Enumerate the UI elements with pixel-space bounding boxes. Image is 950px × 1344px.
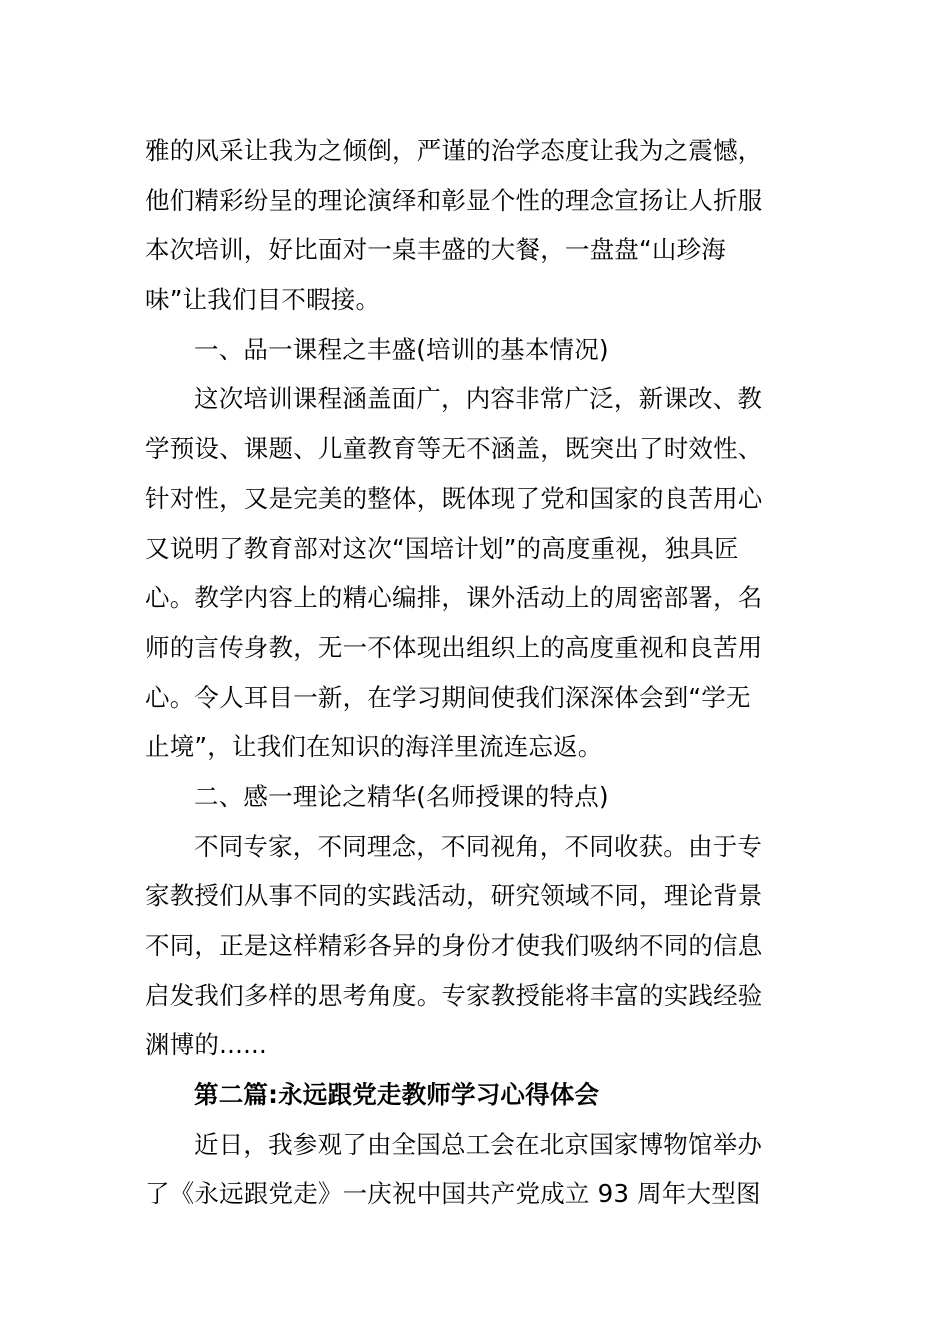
- paragraph-line: 这次培训课程涵盖面广，内容非常广泛，新课改、教: [194, 384, 763, 414]
- paragraph-line: 一、品一课程之丰盛(培训的基本情况): [194, 334, 609, 364]
- paragraph-line: 味”让我们目不暇接。: [145, 285, 381, 315]
- paragraph-line: 了《永远跟党走》一庆祝中国共产党成立 93 周年大型图: [145, 1179, 761, 1209]
- paragraph-line: 不同，正是这样精彩各异的身份才使我们吸纳不同的信息: [145, 931, 763, 960]
- paragraph-line: 心。教学内容上的精心编排，课外活动上的周密部署，名: [145, 583, 763, 613]
- paragraph-line: 又说明了教育部对这次“国培计划”的高度重视，独具匠: [145, 533, 739, 563]
- paragraph-line: 二、感一理论之精华(名师授课的特点): [194, 781, 609, 811]
- paragraph-line: 家教授们从事不同的实践活动，研究领域不同，理论背景: [145, 881, 763, 911]
- paragraph-line: 雅的风采让我为之倾倒，严谨的治学态度让我为之震憾，: [145, 136, 763, 165]
- paragraph-line: 针对性，又是完美的整体，既体现了党和国家的良苦用心: [145, 483, 763, 513]
- paragraph-line: 不同专家，不同理念，不同视角，不同收获。由于专: [194, 831, 763, 861]
- paragraph-line: 止境”，让我们在知识的海洋里流连忘返。: [145, 732, 603, 762]
- paragraph-line: 近日，我参观了由全国总工会在北京国家博物馆举办: [194, 1129, 763, 1159]
- document-body: [145, 126, 785, 1219]
- paragraph-line: 学预设、课题、儿童教育等无不涵盖，既突出了时效性、: [145, 434, 763, 464]
- paragraph-line: 他们精彩纷呈的理论演绎和彰显个性的理念宣扬让人折服: [145, 185, 763, 215]
- paragraph-line: 本次培训，好比面对一桌丰盛的大餐，一盘盘“山珍海: [145, 235, 726, 265]
- paragraph-line: 启发我们多样的思考角度。专家教授能将丰富的实践经验: [145, 980, 763, 1010]
- paragraph-line: 渊博的......: [145, 1030, 268, 1060]
- paragraph-line: 师的言传身教，无一不体现出组织上的高度重视和良苦用: [145, 632, 763, 662]
- section-heading: 第二篇:永远跟党走教师学习心得体会: [194, 1080, 600, 1110]
- paragraph-line: 心。令人耳目一新，在学习期间使我们深深体会到“学无: [145, 682, 751, 712]
